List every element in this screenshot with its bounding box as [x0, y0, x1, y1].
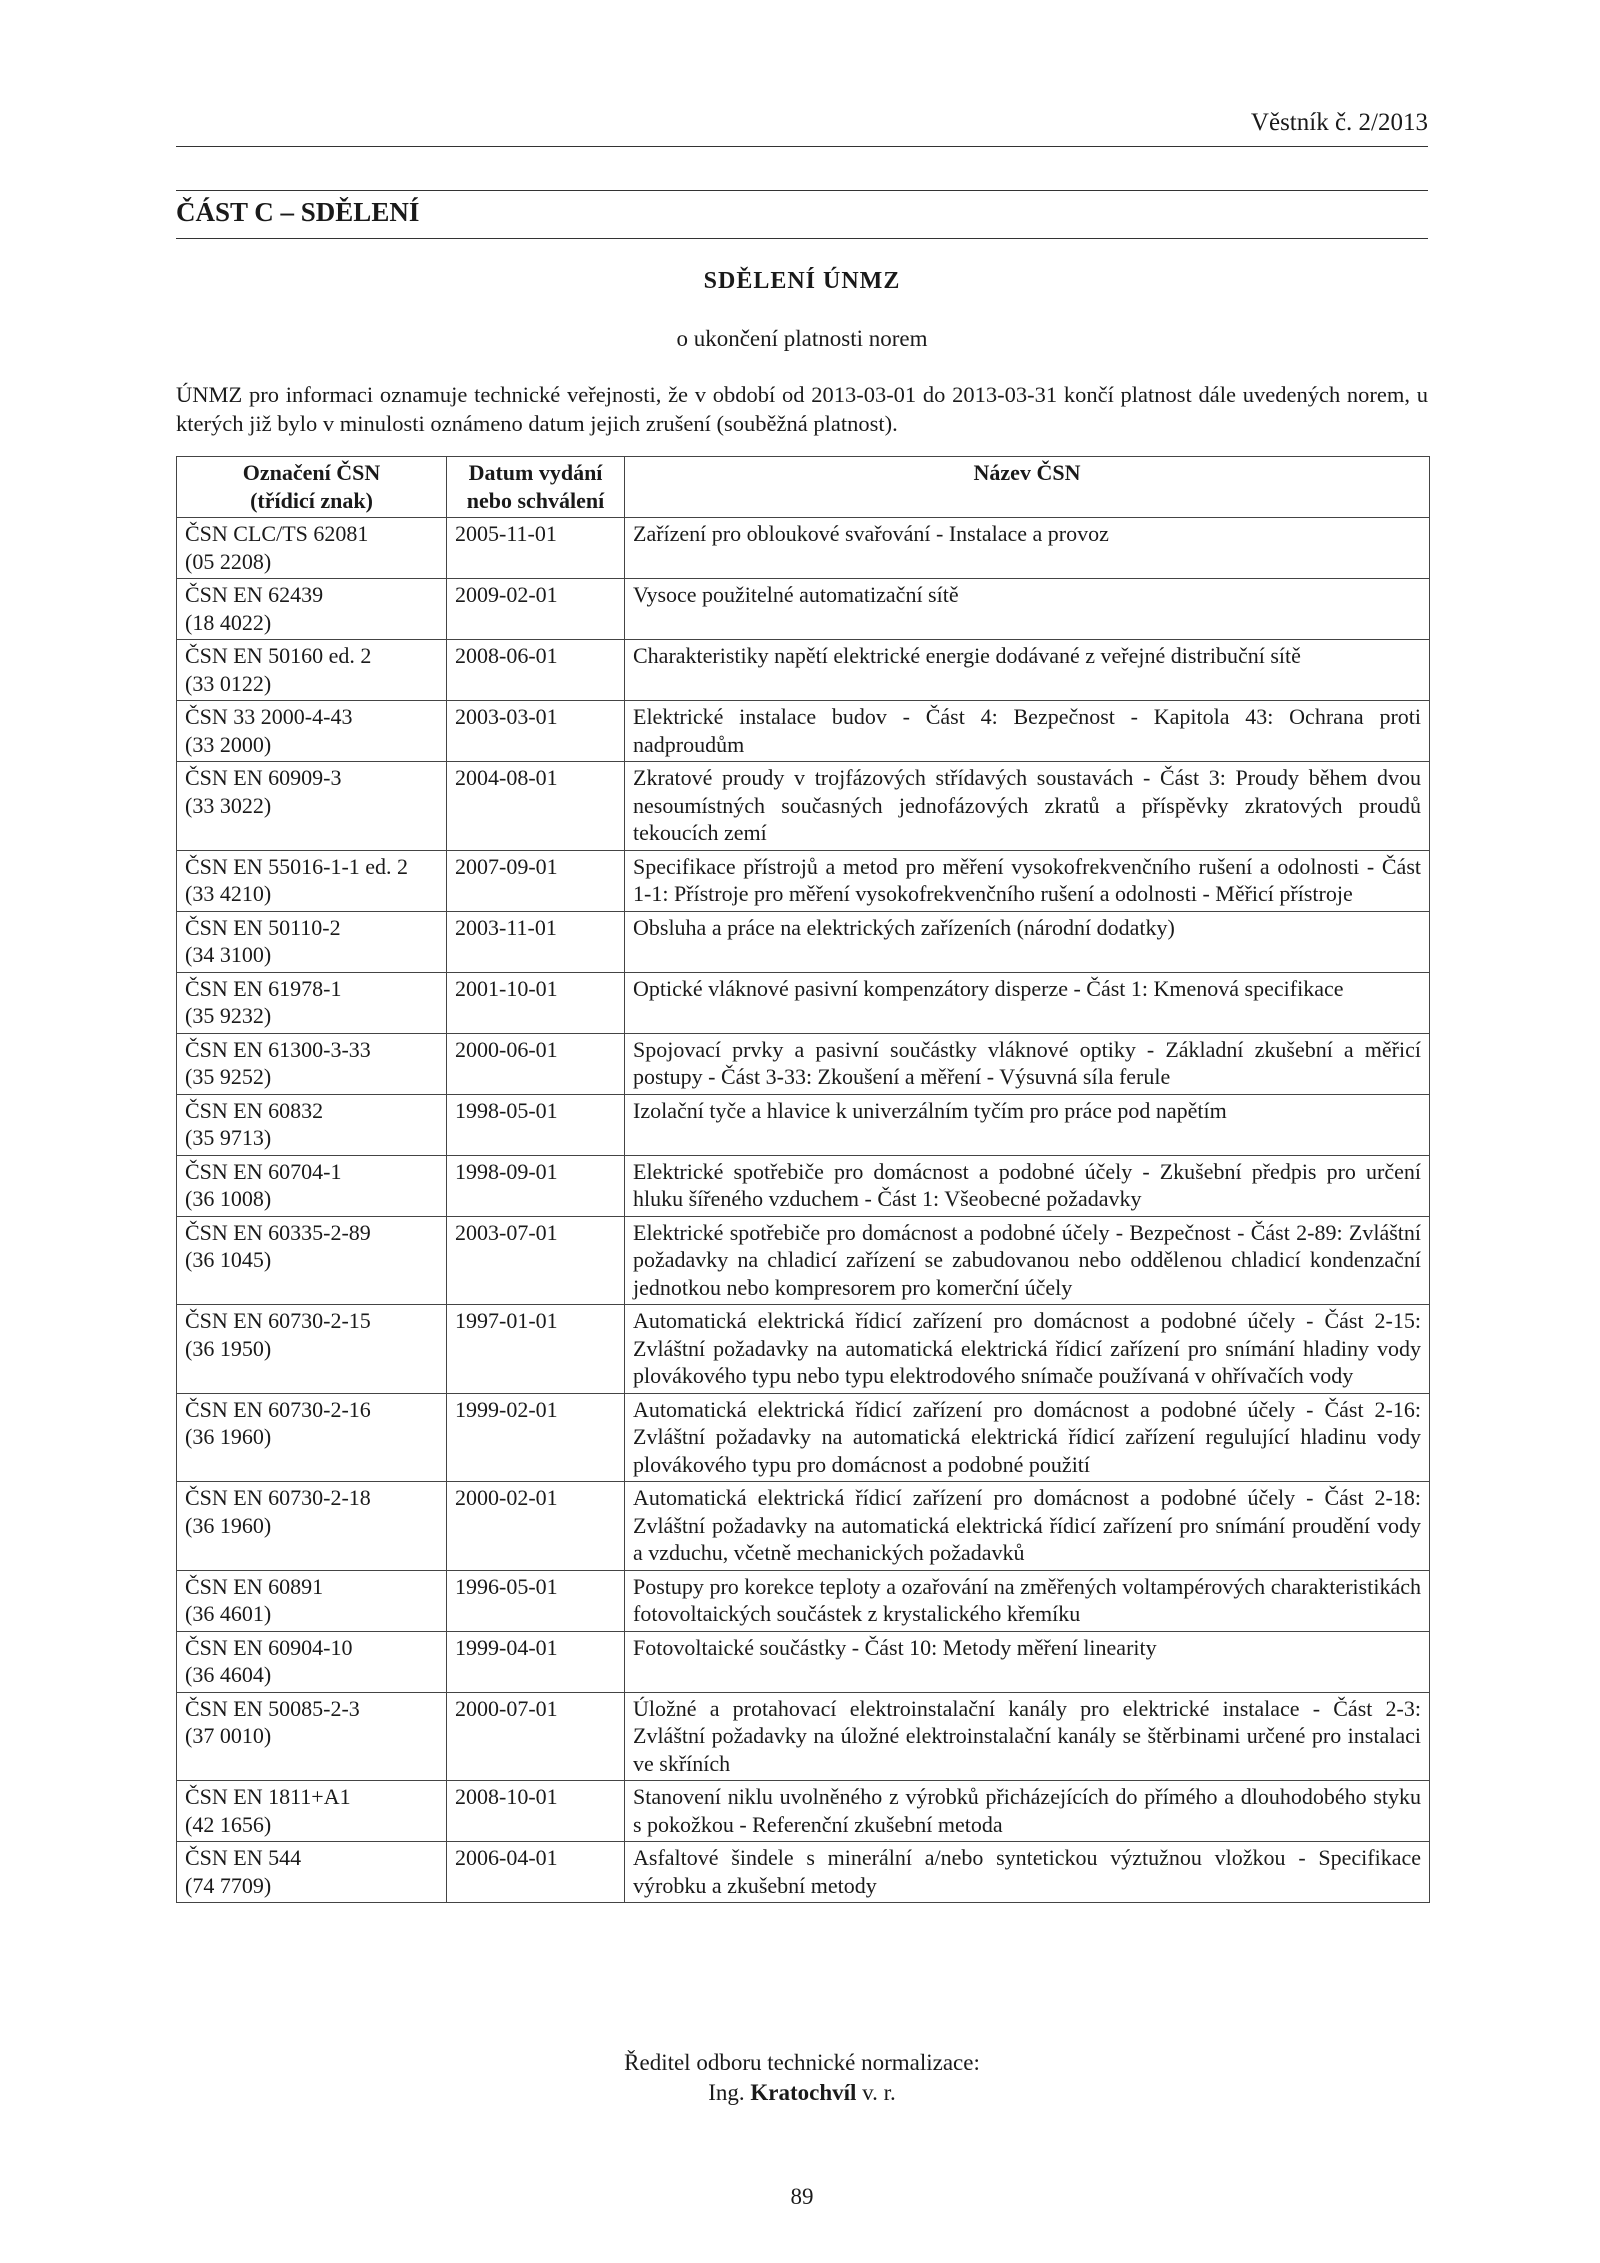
- table-header-row: [177, 457, 1430, 518]
- norm-title: Elektrické instalace budov - Část 4: Bezpečnost - Kapitola 43: Ochrana proti nadproudům: [625, 701, 1430, 762]
- table-row: [177, 640, 1430, 701]
- designation-cell: [177, 762, 447, 851]
- norm-classification-code: (37 0010): [185, 1723, 272, 1748]
- norm-title: Automatická elektrická řídicí zařízení pro domácnost a podobné účely - Část 2-15: Zvláštní požadavky na automatická elektrická řídicí zařízení pro snímání hladiny vody plovákového typu nebo typu elektrodového snímače používaná v ohřívačích vody: [625, 1305, 1430, 1394]
- norm-title: Postupy pro korekce teploty a ozařování na změřených voltampérových charakteristikách fotovoltaických součástek z krystalického křemíku: [625, 1570, 1430, 1631]
- page-number: 89: [790, 2184, 814, 2209]
- table-row: [177, 1842, 1430, 1903]
- designation-cell: [177, 579, 447, 640]
- norm-classification-code: (33 4210): [185, 881, 272, 906]
- signature-block: [176, 2048, 1428, 2108]
- signature-prefix: Ing.: [708, 2080, 745, 2105]
- norm-designation: ČSN EN 61978-1: [185, 975, 342, 1001]
- norm-title: Úložné a protahovací elektroinstalační kanály pro elektrické instalace - Část 2-3: Zvláštní požadavky na úložné elektroinstalační kanály se štěrbinami určené pro instalaci ve skříních: [625, 1692, 1430, 1781]
- norm-classification-code: (33 2000): [185, 731, 272, 757]
- norm-date: 2003-11-01: [447, 911, 625, 972]
- norm-title: Stanovení niklu uvolněného z výrobků přicházejících do přímého a dlouhodobého styku s pokožkou - Referenční zkušební metoda: [625, 1781, 1430, 1842]
- norm-date: 2007-09-01: [447, 850, 625, 911]
- norm-date: 2000-07-01: [447, 1692, 625, 1781]
- norm-date: 2000-02-01: [447, 1482, 625, 1571]
- norm-title: Elektrické spotřebiče pro domácnost a podobné účely - Zkušební předpis pro určení hluku šířeného vzduchem - Část 1: Všeobecné požadavky: [625, 1155, 1430, 1216]
- norm-title: Asfaltové šindele s minerální a/nebo syntetickou výztužnou vložkou - Specifikace výrobku a zkušební metody: [625, 1842, 1430, 1903]
- norm-title: Automatická elektrická řídicí zařízení pro domácnost a podobné účely - Část 2-16: Zvláštní požadavky na automatická elektrická řídicí zařízení regulující hladinu vody plovákového typu pro domácnost a podobné použití: [625, 1393, 1430, 1482]
- table-row: [177, 1155, 1430, 1216]
- norm-designation: ČSN EN 60335-2-89: [185, 1219, 371, 1245]
- designation-cell: [177, 911, 447, 972]
- norm-title: Specifikace přístrojů a metod pro měření vysokofrekvenčního rušení a odolnosti - Část 1-1: Přístroje pro měření vysokofrekvenčního rušení a odolnosti - Měřicí přístroje: [625, 850, 1430, 911]
- norm-title: Zařízení pro obloukové svařování - Instalace a provoz: [625, 518, 1430, 579]
- norms-table: [176, 456, 1430, 1903]
- designation-cell: [177, 1482, 447, 1571]
- table-row: [177, 1482, 1430, 1571]
- section-top-rule: [176, 190, 1428, 191]
- norm-designation: ČSN EN 55016-1-1 ed. 2: [185, 853, 409, 879]
- designation-cell: [177, 518, 447, 579]
- norm-classification-code: (35 9252): [185, 1064, 272, 1089]
- table-row: [177, 1570, 1430, 1631]
- norm-classification-code: (36 4601): [185, 1601, 272, 1626]
- table-row: [177, 850, 1430, 911]
- table-row: [177, 1781, 1430, 1842]
- header-rule: [176, 146, 1428, 147]
- norm-classification-code: (36 1045): [185, 1247, 272, 1272]
- table-row: [177, 972, 1430, 1033]
- norm-date: 2004-08-01: [447, 762, 625, 851]
- section-title: ČÁST C – SDĚLENÍ: [176, 197, 420, 227]
- designation-cell: [177, 1842, 447, 1903]
- designation-cell: [177, 1570, 447, 1631]
- table-row: [177, 1305, 1430, 1394]
- norm-title: Zkratové proudy v trojfázových střídavých soustavách - Část 3: Proudy během dvou nesoumístných současných jednofázových zkratů a příspěvky zkratových proudů tekoucích zemí: [625, 762, 1430, 851]
- header-designation-line2: (třídicí znak): [250, 487, 373, 513]
- norm-classification-code: (18 4022): [185, 609, 272, 635]
- norm-designation: ČSN EN 61300-3-33: [185, 1036, 371, 1062]
- norm-classification-code: (34 3100): [185, 942, 272, 967]
- designation-cell: [177, 972, 447, 1033]
- journal-issue-header: Věstník č. 2/2013: [1250, 109, 1428, 136]
- norm-date: 2005-11-01: [447, 518, 625, 579]
- norm-date: 1997-01-01: [447, 1305, 625, 1394]
- norm-classification-code: (05 2208): [185, 548, 272, 574]
- designation-cell: [177, 1393, 447, 1482]
- norm-date: 1999-02-01: [447, 1393, 625, 1482]
- designation-cell: [177, 1094, 447, 1155]
- header-title-text: Název ČSN: [973, 460, 1081, 485]
- norm-classification-code: (36 1960): [185, 1424, 272, 1449]
- norm-date: 2000-06-01: [447, 1033, 625, 1094]
- norm-date: 2008-10-01: [447, 1781, 625, 1842]
- norm-title: Elektrické spotřebiče pro domácnost a podobné účely - Bezpečnost - Část 2-89: Zvláštní požadavky na chladicí zařízení se zabudovanou nebo oddělenou chladicí kondenzační jednotkou nebo kompresorem pro komerční účely: [625, 1216, 1430, 1305]
- header-date-line2: nebo schválení: [466, 487, 605, 513]
- norm-designation: ČSN EN 60730-2-16: [185, 1396, 371, 1422]
- norm-classification-code: (36 4604): [185, 1662, 272, 1687]
- table-row: [177, 701, 1430, 762]
- norm-title: Spojovací prvky a pasivní součástky vláknové optiky - Základní zkušební a měřicí postupy - Část 3-33: Zkoušení a měření - Výsuvná síla ferule: [625, 1033, 1430, 1094]
- norm-designation: ČSN EN 50110-2: [185, 914, 341, 940]
- norm-designation: ČSN EN 60730-2-15: [185, 1308, 371, 1333]
- designation-cell: [177, 850, 447, 911]
- designation-cell: [177, 640, 447, 701]
- notice-title: SDĚLENÍ ÚNMZ: [703, 268, 901, 294]
- norm-date: 2006-04-01: [447, 1842, 625, 1903]
- norm-title: Obsluha a práce na elektrických zařízeních (národní dodatky): [625, 911, 1430, 972]
- norm-designation: ČSN EN 50085-2-3: [185, 1695, 360, 1721]
- intro-paragraph: ÚNMZ pro informaci oznamuje technické veřejnosti, že v období od 2013-03-01 do 2013-03-31 končí platnost dále uvedených norem, u kterých již bylo v minulosti oznámeno datum jejich zrušení (souběžná platnost).: [176, 382, 1428, 436]
- header-date: [447, 457, 625, 518]
- table-row: [177, 762, 1430, 851]
- header-date-line1: Datum vydání: [468, 460, 603, 485]
- norm-designation: ČSN EN 60704-1: [185, 1158, 342, 1184]
- signature-role: Ředitel odboru technické normalizace:: [624, 2050, 980, 2075]
- norm-designation: ČSN CLC/TS 62081: [185, 521, 369, 546]
- norm-title: Optické vláknové pasivní kompenzátory disperze - Část 1: Kmenová specifikace: [625, 972, 1430, 1033]
- norm-designation: ČSN EN 62439: [185, 582, 324, 607]
- designation-cell: [177, 1692, 447, 1781]
- table-row: [177, 518, 1430, 579]
- norm-date: 1998-05-01: [447, 1094, 625, 1155]
- norm-designation: ČSN EN 1811+A1: [185, 1784, 351, 1809]
- table-row: [177, 1033, 1430, 1094]
- norm-designation: ČSN EN 50160 ed. 2: [185, 643, 372, 668]
- table-row: [177, 1692, 1430, 1781]
- norm-date: 2003-03-01: [447, 701, 625, 762]
- notice-subtitle: o ukončení platnosti norem: [676, 326, 928, 351]
- norm-classification-code: (36 1960): [185, 1512, 272, 1538]
- norm-date: 2009-02-01: [447, 579, 625, 640]
- header-designation: [177, 457, 447, 518]
- header-title: [625, 457, 1430, 518]
- signature-name: Kratochvíl: [750, 2080, 857, 2105]
- norm-classification-code: (33 3022): [185, 792, 272, 818]
- table-row: [177, 1216, 1430, 1305]
- norm-title: Vysoce použitelné automatizační sítě: [625, 579, 1430, 640]
- norm-designation: ČSN EN 60904-10: [185, 1634, 353, 1660]
- norm-classification-code: (36 1950): [185, 1335, 272, 1361]
- designation-cell: [177, 1305, 447, 1394]
- norm-classification-code: (36 1008): [185, 1186, 272, 1211]
- norm-designation: ČSN 33 2000-4-43: [185, 704, 353, 729]
- designation-cell: [177, 1155, 447, 1216]
- signature-name-line: [176, 2078, 1428, 2108]
- norm-designation: ČSN EN 60909-3: [185, 765, 342, 790]
- table-row: [177, 1631, 1430, 1692]
- norm-designation: ČSN EN 60832: [185, 1097, 324, 1123]
- norm-date: 2001-10-01: [447, 972, 625, 1033]
- designation-cell: [177, 1781, 447, 1842]
- designation-cell: [177, 701, 447, 762]
- header-designation-line1: Označení ČSN: [242, 460, 381, 485]
- norm-date: 2003-07-01: [447, 1216, 625, 1305]
- norm-classification-code: (42 1656): [185, 1811, 272, 1837]
- norm-designation: ČSN EN 60730-2-18: [185, 1485, 371, 1510]
- signature-suffix: v. r.: [862, 2080, 896, 2105]
- norm-title: Automatická elektrická řídicí zařízení pro domácnost a podobné účely - Část 2-18: Zvláštní požadavky na automatická elektrická řídicí zařízení pro snímání proudění vody a vzduchu, včetně mechanických požadavků: [625, 1482, 1430, 1571]
- norm-title: Fotovoltaické součástky - Část 10: Metody měření linearity: [625, 1631, 1430, 1692]
- table-row: [177, 911, 1430, 972]
- norm-designation: ČSN EN 60891: [185, 1573, 324, 1599]
- norm-date: 1999-04-01: [447, 1631, 625, 1692]
- norm-classification-code: (35 9232): [185, 1003, 272, 1028]
- norm-classification-code: (33 0122): [185, 670, 272, 696]
- table-row: [177, 579, 1430, 640]
- designation-cell: [177, 1631, 447, 1692]
- section-bottom-rule: [176, 238, 1428, 239]
- norm-date: 2008-06-01: [447, 640, 625, 701]
- norm-title: Charakteristiky napětí elektrické energie dodávané z veřejné distribuční sítě: [625, 640, 1430, 701]
- norm-date: 1996-05-01: [447, 1570, 625, 1631]
- norm-classification-code: (74 7709): [185, 1872, 272, 1898]
- table-row: [177, 1094, 1430, 1155]
- norm-title: Izolační tyče a hlavice k univerzálním tyčím pro práce pod napětím: [625, 1094, 1430, 1155]
- norm-date: 1998-09-01: [447, 1155, 625, 1216]
- designation-cell: [177, 1216, 447, 1305]
- norm-classification-code: (35 9713): [185, 1125, 272, 1150]
- norm-designation: ČSN EN 544: [185, 1845, 302, 1870]
- table-row: [177, 1393, 1430, 1482]
- designation-cell: [177, 1033, 447, 1094]
